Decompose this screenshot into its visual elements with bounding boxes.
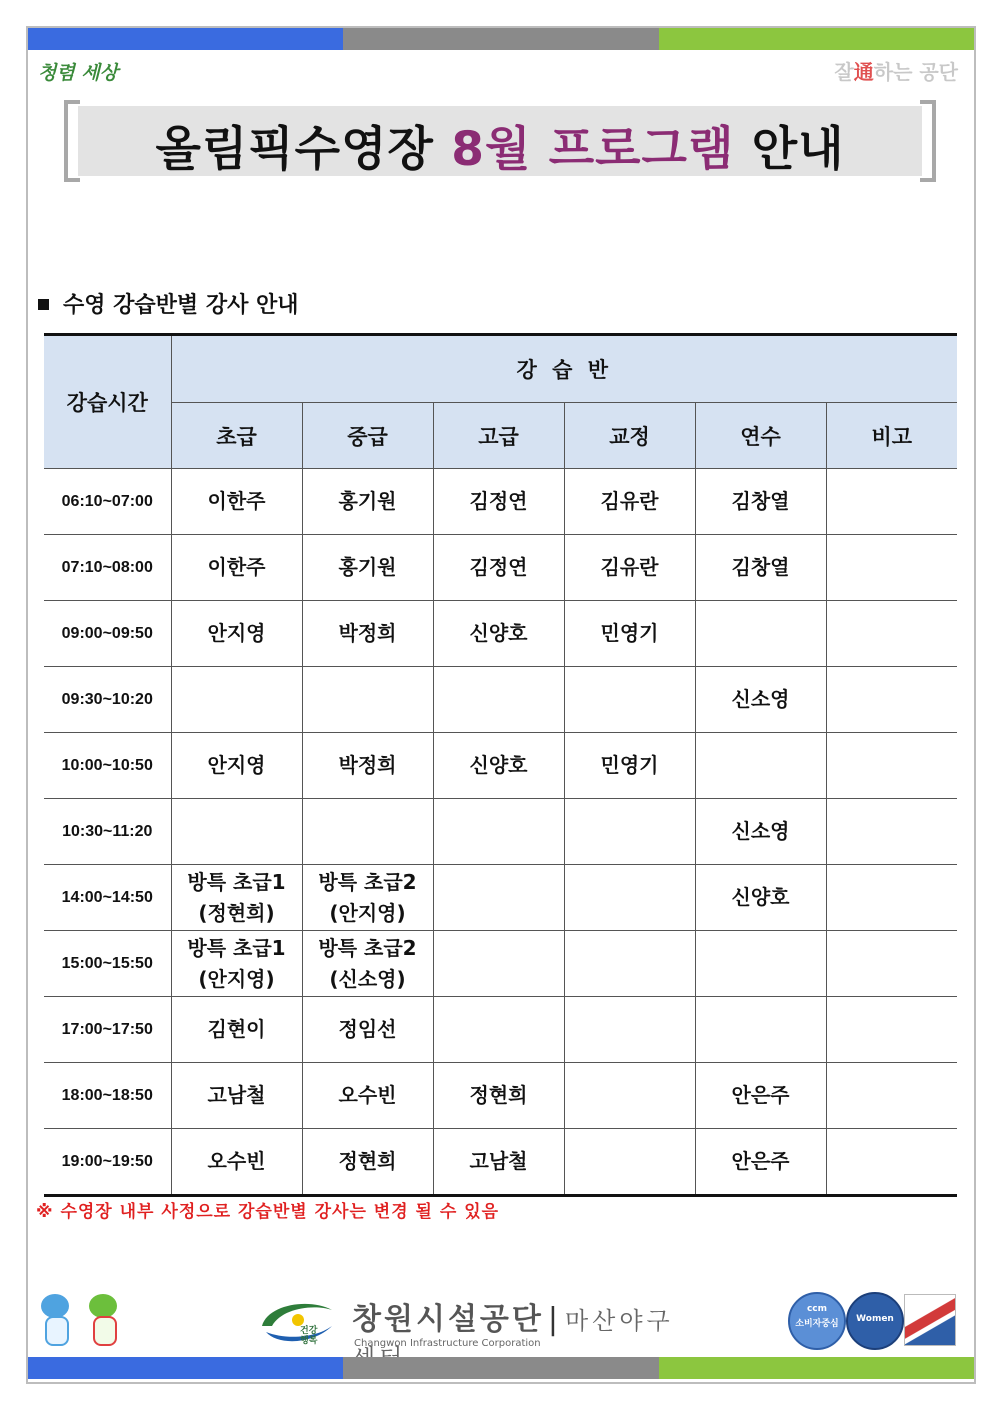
instructor-cell <box>826 469 957 535</box>
table-row <box>44 931 957 997</box>
instructor-cell <box>564 1129 695 1196</box>
table-row <box>44 997 957 1063</box>
mascot-blue-icon <box>38 1294 72 1342</box>
instructor-cell <box>302 667 433 733</box>
instructor-name: (안지영) <box>329 900 406 925</box>
instructor-cell <box>695 667 826 733</box>
instructor-cell <box>433 931 564 997</box>
instructor-name: 김창열 <box>731 555 790 579</box>
instructor-name: (신소영) <box>329 966 406 991</box>
instructor-name: (안지영) <box>198 966 275 991</box>
instructor-cell <box>302 601 433 667</box>
instructor-name: 김정연 <box>469 489 528 513</box>
instructor-cell <box>171 601 302 667</box>
instructor-cell <box>826 1063 957 1129</box>
column-header: 교정 <box>564 403 695 469</box>
instructor-cell <box>302 997 433 1063</box>
instructor-cell <box>695 931 826 997</box>
instructor-name: (정현희) <box>198 900 275 925</box>
instructor-cell <box>433 1063 564 1129</box>
corporation-english-name: Changwon Infrastructure Corporation <box>354 1338 541 1349</box>
table-row <box>44 469 957 535</box>
instructor-name: 정현희 <box>338 1149 397 1173</box>
instructor-cell <box>695 865 826 931</box>
instructor-name: 박정희 <box>338 753 397 777</box>
instructor-name: 방특 초급2 <box>318 935 417 960</box>
instructor-cell <box>302 799 433 865</box>
instructor-name: 신양호 <box>731 885 790 909</box>
instructor-name: 김유란 <box>600 555 659 579</box>
table-row <box>44 799 957 865</box>
instructor-name: 김현이 <box>207 1017 266 1041</box>
instructor-cell <box>826 601 957 667</box>
instructor-cell <box>171 733 302 799</box>
instructor-table <box>44 333 957 1197</box>
instructor-cell <box>826 997 957 1063</box>
instructor-cell <box>695 469 826 535</box>
instructor-cell <box>433 1129 564 1196</box>
instructor-cell <box>433 601 564 667</box>
corporation-logo: 건강 행복 창원시설공단 | 마산야구 Changwon Infrastructure Corporation <box>258 1286 698 1352</box>
instructor-cell <box>564 799 695 865</box>
instructor-cell <box>564 667 695 733</box>
instructor-cell <box>171 535 302 601</box>
instructor-cell <box>826 1129 957 1196</box>
instructor-cell <box>826 865 957 931</box>
class-group-header: 강 습 반 <box>171 335 957 403</box>
instructor-name: 방특 초급1 <box>187 869 286 894</box>
certification-mark-icon <box>904 1294 956 1346</box>
time-cell: 09:30~10:20 <box>44 667 171 733</box>
table-row <box>44 733 957 799</box>
instructor-name: 김창열 <box>731 489 790 513</box>
instructor-cell <box>564 865 695 931</box>
instructor-name: 민영기 <box>600 621 659 645</box>
instructor-cell <box>695 799 826 865</box>
instructor-cell <box>564 931 695 997</box>
instructor-cell <box>171 865 302 931</box>
instructor-cell <box>564 1063 695 1129</box>
title-banner <box>64 100 936 182</box>
instructor-cell <box>826 733 957 799</box>
instructor-cell <box>302 931 433 997</box>
instructor-cell <box>564 997 695 1063</box>
section-heading: 수영 강습반별 강사 안내 <box>38 288 299 319</box>
instructor-cell <box>433 667 564 733</box>
women-friendly-badge-icon: Women <box>846 1292 904 1350</box>
page-title: 올림픽수영장 8월 프로그램 안내 <box>155 122 845 177</box>
instructor-name: 고남철 <box>207 1083 266 1107</box>
instructor-cell <box>564 733 695 799</box>
column-header: 고급 <box>433 403 564 469</box>
instructor-cell <box>564 601 695 667</box>
table-row <box>44 601 957 667</box>
instructor-name: 안은주 <box>731 1149 790 1173</box>
instructor-name: 안은주 <box>731 1083 790 1107</box>
instructor-cell <box>433 469 564 535</box>
instructor-cell <box>171 1063 302 1129</box>
instructor-name: 방특 초급1 <box>187 935 286 960</box>
instructor-name: 정임선 <box>338 1017 397 1041</box>
instructor-name: 신소영 <box>731 819 790 843</box>
slogan-mini: 건강 행복 <box>300 1326 318 1346</box>
instructor-cell <box>433 535 564 601</box>
column-header: 중급 <box>302 403 433 469</box>
ccm-badge-icon: ccm 소비자중심 <box>788 1292 846 1350</box>
instructor-cell <box>695 997 826 1063</box>
instructor-cell <box>826 667 957 733</box>
footer <box>28 1280 974 1355</box>
time-cell: 10:00~10:50 <box>44 733 171 799</box>
instructor-cell <box>695 733 826 799</box>
time-cell: 15:00~15:50 <box>44 931 171 997</box>
instructor-name: 정현희 <box>469 1083 528 1107</box>
instructor-name: 신양호 <box>469 753 528 777</box>
instructor-name: 신소영 <box>731 687 790 711</box>
instructor-cell <box>171 799 302 865</box>
instructor-name: 이한주 <box>207 489 266 513</box>
table-row <box>44 667 957 733</box>
instructor-name: 김정연 <box>469 555 528 579</box>
slogan-logo: 잘通하는 공단 <box>834 60 958 84</box>
center-name: 마산야구 <box>565 1307 674 1335</box>
instructor-name: 오수빈 <box>207 1149 266 1173</box>
table-row <box>44 1063 957 1129</box>
instructor-cell <box>171 997 302 1063</box>
table-row <box>44 865 957 931</box>
instructor-cell <box>695 601 826 667</box>
instructor-name: 김유란 <box>600 489 659 513</box>
time-cell: 18:00~18:50 <box>44 1063 171 1129</box>
time-column-header: 강습시간 <box>44 335 171 469</box>
instructor-name: 신양호 <box>469 621 528 645</box>
table-row <box>44 535 957 601</box>
instructor-name: 오수빈 <box>338 1083 397 1107</box>
instructor-name: 홍기원 <box>338 555 397 579</box>
time-cell: 10:30~11:20 <box>44 799 171 865</box>
time-cell: 06:10~07:00 <box>44 469 171 535</box>
instructor-cell <box>826 535 957 601</box>
notice-text: ※ 수영장 내부 사정으로 강습반별 강사는 변경 될 수 있음 <box>36 1202 500 1222</box>
mascot-green-icon <box>86 1294 120 1342</box>
bottom-color-stripe <box>28 1357 974 1379</box>
instructor-cell <box>302 535 433 601</box>
instructor-cell <box>171 469 302 535</box>
instructor-name: 안지영 <box>207 621 266 645</box>
time-cell: 19:00~19:50 <box>44 1129 171 1196</box>
instructor-cell <box>433 865 564 931</box>
instructor-name: 이한주 <box>207 555 266 579</box>
table-row <box>44 1129 957 1196</box>
bullet-square-icon <box>38 299 49 310</box>
instructor-cell <box>302 1063 433 1129</box>
corporation-name: 창원시설공단 <box>352 1302 544 1337</box>
instructor-cell <box>826 799 957 865</box>
instructor-cell <box>695 1129 826 1196</box>
instructor-cell <box>171 667 302 733</box>
integrity-logo: 청렴 세상 <box>38 62 119 84</box>
instructor-cell <box>695 535 826 601</box>
instructor-name: 방특 초급2 <box>318 869 417 894</box>
instructor-name: 박정희 <box>338 621 397 645</box>
instructor-cell <box>302 733 433 799</box>
column-header: 비고 <box>826 403 957 469</box>
instructor-cell <box>564 535 695 601</box>
column-header: 초급 <box>171 403 302 469</box>
instructor-name: 고남철 <box>469 1149 528 1173</box>
instructor-cell <box>433 799 564 865</box>
instructor-cell <box>302 469 433 535</box>
instructor-cell <box>695 1063 826 1129</box>
instructor-name: 안지영 <box>207 753 266 777</box>
top-color-stripe <box>28 28 974 50</box>
instructor-cell <box>171 1129 302 1196</box>
instructor-cell <box>302 865 433 931</box>
instructor-name: 민영기 <box>600 753 659 777</box>
corporation-swoosh-icon <box>258 1296 336 1346</box>
instructor-cell <box>171 931 302 997</box>
time-cell: 14:00~14:50 <box>44 865 171 931</box>
instructor-cell <box>302 1129 433 1196</box>
time-cell: 09:00~09:50 <box>44 601 171 667</box>
time-cell: 07:10~08:00 <box>44 535 171 601</box>
column-header: 연수 <box>695 403 826 469</box>
instructor-cell <box>433 997 564 1063</box>
time-cell: 17:00~17:50 <box>44 997 171 1063</box>
instructor-cell <box>826 931 957 997</box>
instructor-cell <box>433 733 564 799</box>
instructor-cell <box>564 469 695 535</box>
instructor-name: 홍기원 <box>338 489 397 513</box>
